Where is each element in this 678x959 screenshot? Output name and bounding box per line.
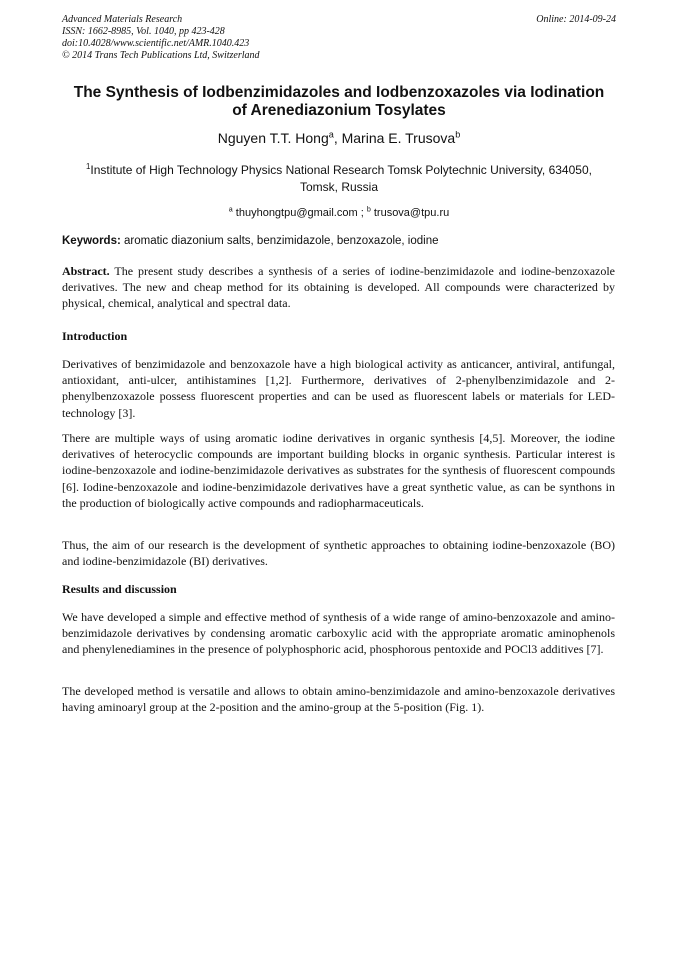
intro-paragraph-3 [62, 537, 615, 569]
results-paragraph-2 [62, 683, 615, 715]
journal-doi: doi:10.4028/www.scientific.net/AMR.1040.423 [62, 38, 250, 49]
abstract-paragraph [62, 263, 615, 312]
affiliation-line-1 [62, 162, 616, 179]
email-b-mark: b [366, 205, 371, 214]
affiliation-mark: 1 [86, 162, 91, 171]
abstract [62, 263, 615, 312]
affiliation [62, 162, 616, 196]
journal-name: Advanced Materials Research [62, 14, 183, 25]
email-b: trusova@tpu.ru [370, 207, 450, 219]
keywords [62, 234, 616, 249]
section-heading: Results and discussion [62, 582, 177, 596]
title-line-1: The Synthesis of Iodbenzimidazoles and Iodbenzoxazoles via Iodination [73, 84, 605, 101]
keywords-label: Keywords: [62, 235, 121, 247]
email-a: thuyhongtpu@gmail.com ; [232, 207, 367, 219]
introduction-heading [62, 328, 615, 344]
abstract-text: The present study describes a synthesis of a series of iodine-benzimidazole and iodine-benzoxazole derivatives. The new and cheap method for its obtaining is developed. All compounds were characterized by physical, chemical, analytical and spectral data. [62, 264, 615, 311]
author-1: Nguyen T.T. Hong [217, 130, 329, 146]
author-1-affil-mark: a [328, 129, 334, 140]
affiliation-text-1: Institute of High Technology Physics National Research Tomsk Polytechnic University, 634050, [90, 163, 592, 177]
paper-title [62, 84, 616, 120]
author-list [62, 130, 616, 146]
intro-paragraph-1 [62, 356, 615, 421]
journal-copyright: © 2014 Trans Tech Publications Ltd, Switzerland [62, 50, 260, 61]
online-date: Online: 2014-09-24 [536, 14, 616, 25]
journal-issn: ISSN: 1662-8985, Vol. 1040, pp 423-428 [62, 26, 225, 37]
section-heading: Introduction [62, 329, 128, 343]
results-heading [62, 581, 615, 597]
author-separator: , [333, 130, 342, 146]
results-paragraph-1 [62, 609, 615, 658]
abstract-label: Abstract. [62, 264, 110, 278]
paragraph: There are multiple ways of using aromatic iodine derivatives in organic synthesis [4,5]. Moreover, the iodine derivatives of heterocyclic compounds are important building blocks in organic synthesis. Particular interest is iodine-benzoxazole and iodine-benzimidazole derivatives as substrates for the synthesis of fluorescent compounds [6]. Iodine-benzoxazole and iodine-benzimidazole derivatives have a great synthetic value, as can be synthons in the production of biologically active compounds and radiopharmaceuticals. [62, 431, 615, 510]
paragraph: Derivatives of benzimidazole and benzoxazole have a high biological activity as anticancer, antiviral, antifungal, antioxidant, anti-ulcer, antihistamines [1,2]. Furthermore, derivatives of 2-phenylbenzimidazole and 2-phenylbenzoxazole possess fluorescent properties and can be used as fluorescent labels or materials for LED-technology [3]. [62, 357, 615, 420]
paragraph: Thus, the aim of our research is the development of synthetic approaches to obtaining iodine-benzoxazole (BO) and iodine-benzimidazole (BI) derivatives. [62, 538, 615, 569]
intro-paragraph-2 [62, 430, 615, 511]
author-2: Marina E. Trusova [341, 130, 456, 146]
keywords-text: aromatic diazonium salts, benzimidazole, benzoxazole, iodine [120, 235, 439, 247]
title-line-2: of Arenediazonium Tosylates [232, 102, 446, 119]
journal-header [62, 14, 616, 62]
paragraph: We have developed a simple and effective method of synthesis of a wide range of amino-benzoxazole and amino-benzimidazole derivatives by condensing aromatic carboxylic acid with the appropriate aromatic aminophenols and phenylenediamines in the presence of polyphosphoric acid, phosphorous pentoxide and POCl3 additives [7]. [62, 610, 615, 657]
author-emails [62, 206, 616, 220]
author-2-affil-mark: b [455, 129, 461, 140]
email-a-mark: a [228, 205, 233, 214]
journal-info [62, 14, 616, 62]
paragraph: The developed method is versatile and allows to obtain amino-benzimidazole and amino-benzoxazole derivatives having aminoaryl group at the 2-position and the amino-group at the 5-position (Fig. 1). [62, 684, 615, 715]
affiliation-line-2: Tomsk, Russia [299, 180, 379, 194]
